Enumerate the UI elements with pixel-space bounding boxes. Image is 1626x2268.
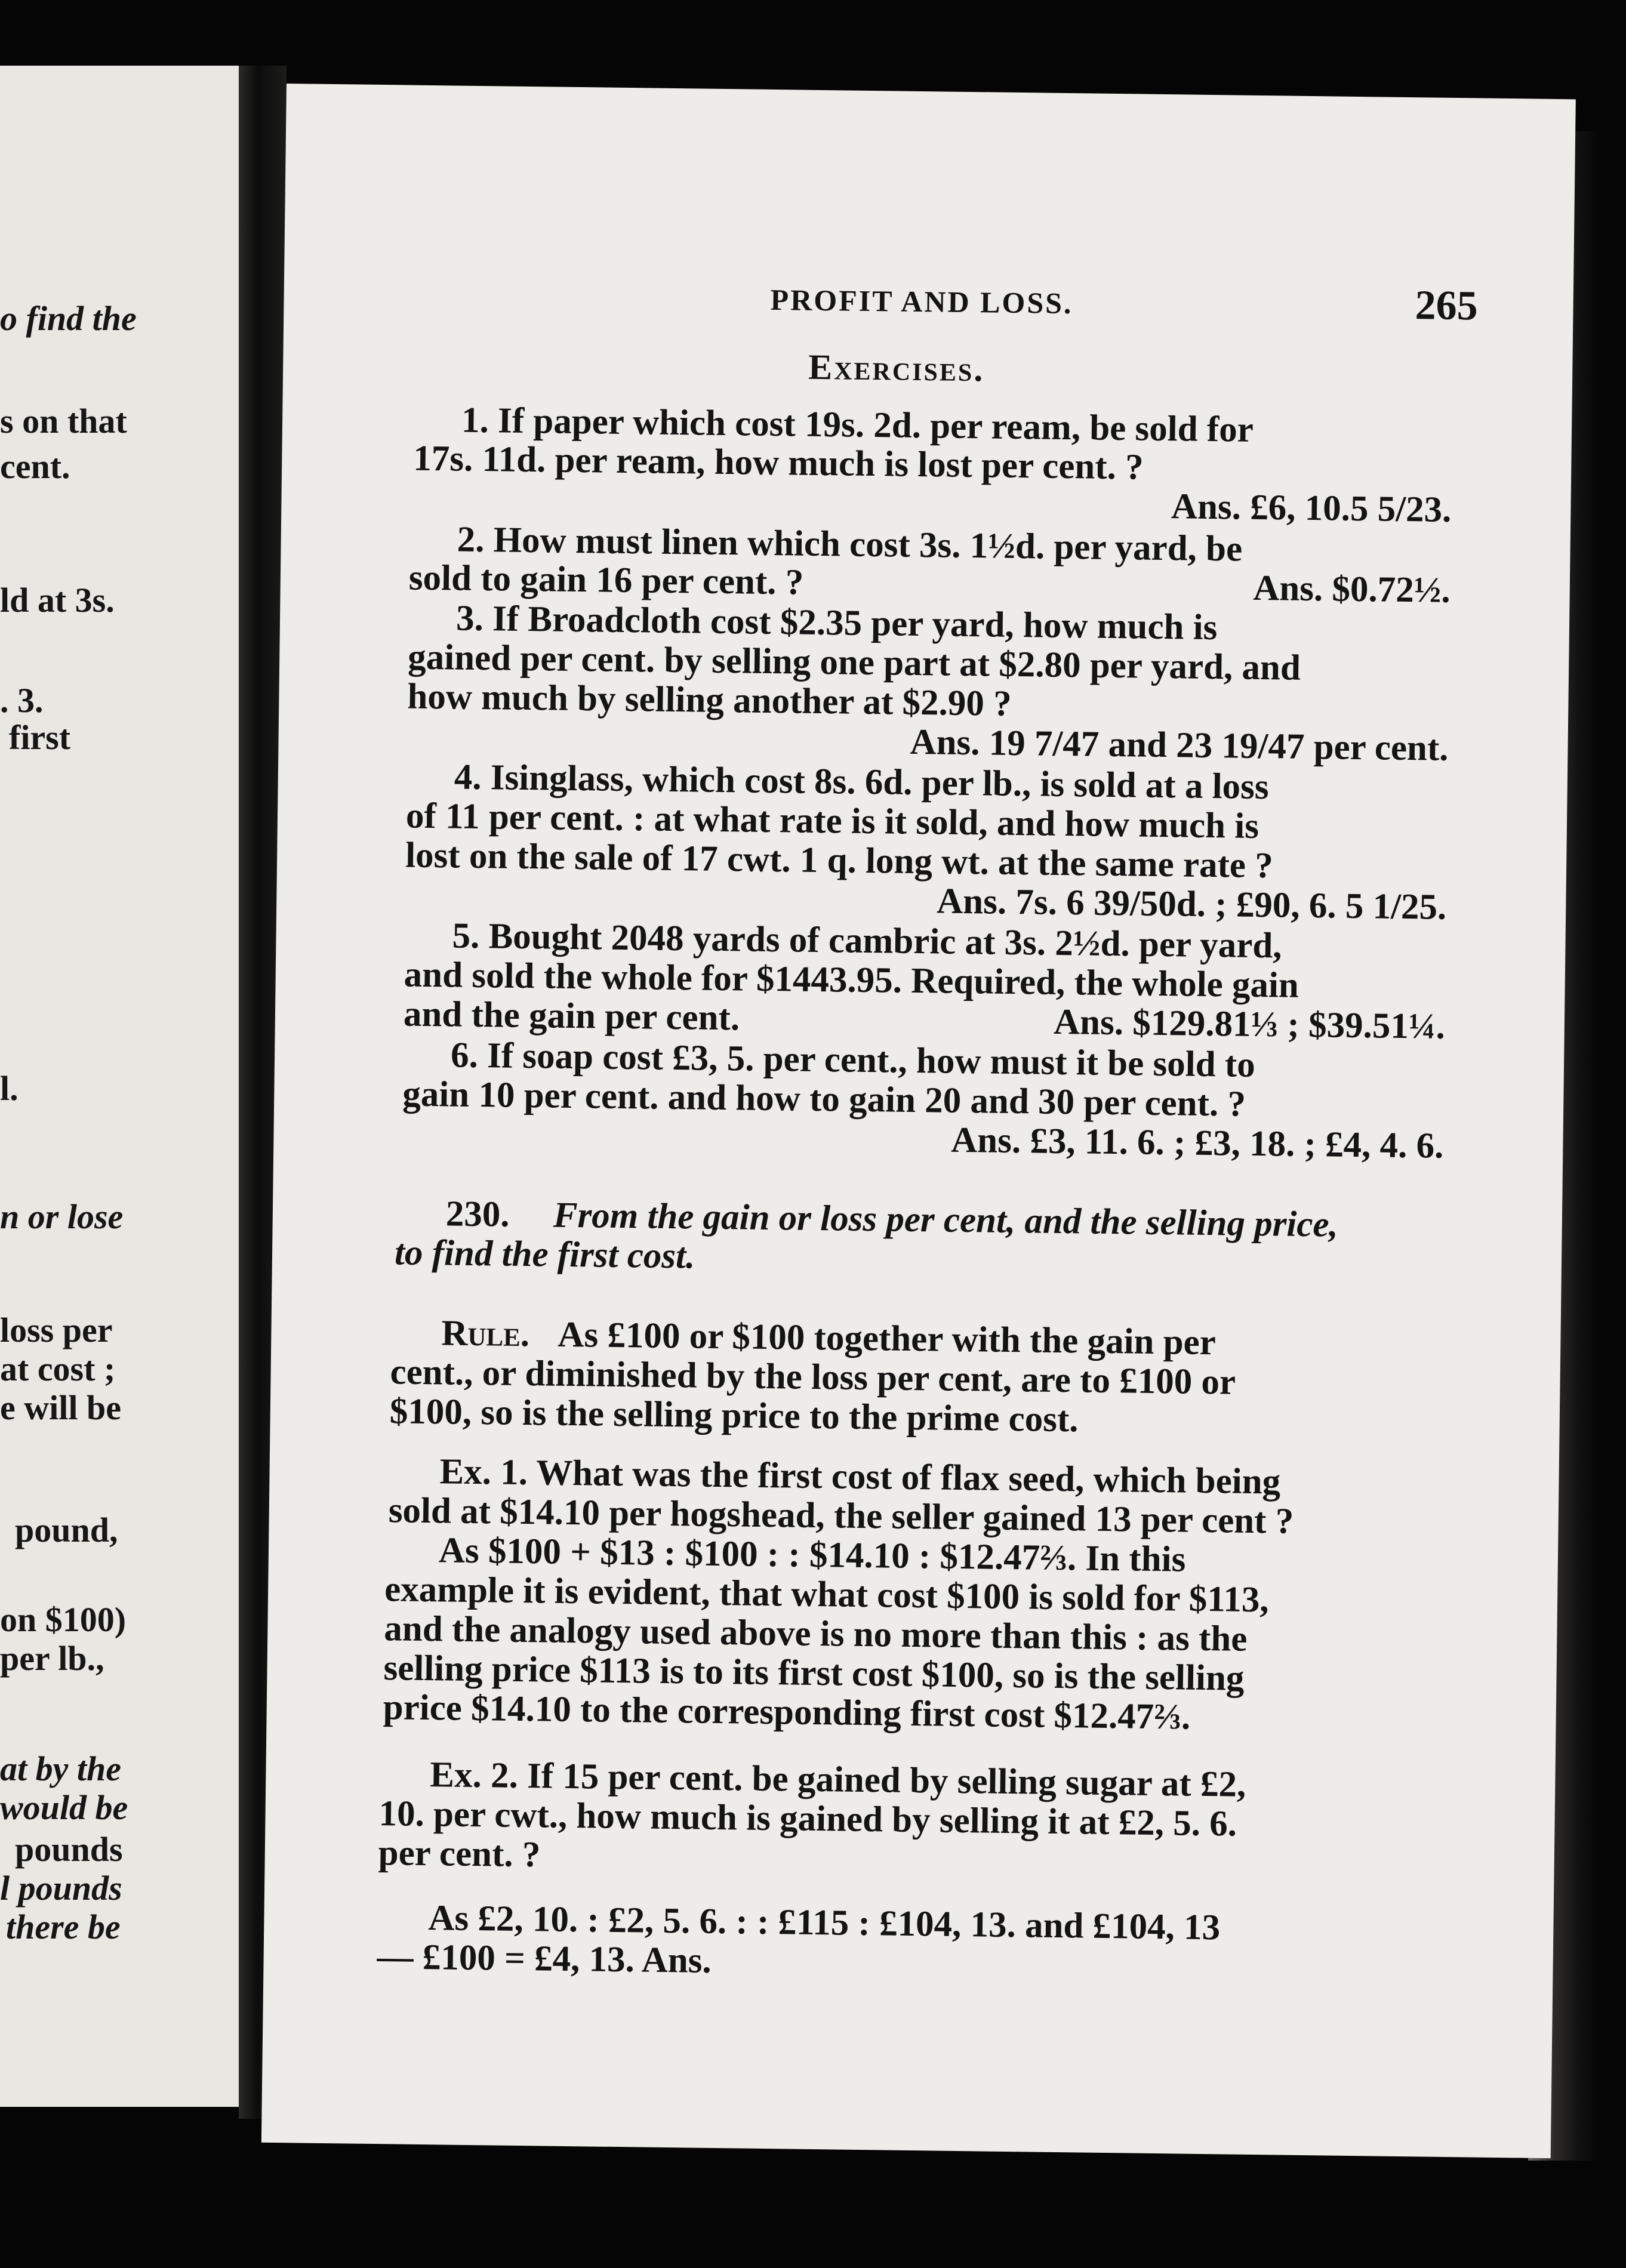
answer-line: Ans. 19 7/47 and 23 19/47 per cent.	[910, 722, 1449, 769]
left-page-fragment: at by the	[0, 1749, 121, 1788]
left-page-fragment: l.	[0, 1069, 19, 1108]
text-line: $100, so is the selling price to the prime cost.	[389, 1391, 1079, 1440]
text-line: gain 10 per cent. and how to gain 20 and 30 per cent. ?	[402, 1074, 1246, 1124]
page-header	[284, 272, 1479, 340]
text-line: 1. If paper which cost 19s. 2d. per ream, be sold for	[461, 400, 1254, 450]
left-page-fragment: there be	[6, 1908, 121, 1946]
section-heading: to find the first cost.	[394, 1232, 695, 1277]
text-line: cent., or diminished by the loss per cent, are to £100 or	[390, 1352, 1236, 1403]
answer-line: Ans. $0.72½.	[1252, 568, 1451, 611]
left-page-fragment: l pounds	[0, 1869, 122, 1908]
text-line: 10. per cwt., how much is gained by selling it at £2, 5. 6.	[378, 1794, 1237, 1844]
left-page-fragment: first	[9, 718, 71, 757]
section-number: 230.	[445, 1194, 510, 1235]
text-line: and sold the whole for $1443.95. Required, the whole gain	[404, 954, 1299, 1006]
section-heading: From the gain or loss per cent, and the selling price,	[553, 1195, 1339, 1245]
answer-line: Ans. £3, 11. 6. ; £3, 18. ; £4, 4. 6.	[950, 1120, 1444, 1166]
left-page-fragment: pounds	[15, 1830, 123, 1869]
text-line: As $100 + $13 : $100 : : $14.10 : $12.47⅔. In this	[438, 1530, 1186, 1580]
text-line: As £2, 10. : £2, 5. 6. : : £115 : £104, 13. and £104, 13	[428, 1898, 1221, 1948]
text-line: gained per cent. by selling one part at $2.80 per yard, and	[407, 637, 1301, 688]
text-line: selling price $113 is to its first cost $100, so is the selling	[383, 1648, 1245, 1699]
answer-line: Ans. 7s. 6 39/50d. ; £90, 6. 5 1/25.	[936, 881, 1447, 927]
answer-line: Ans. £6, 10.5 5/23.	[1171, 486, 1452, 530]
left-page-fragment: . 3.	[0, 681, 44, 720]
text-line: per cent. ?	[378, 1833, 541, 1875]
text-line: Ex. 1. What was the first cost of flax seed, which being	[439, 1452, 1281, 1502]
text-line: and the gain per cent.	[403, 994, 740, 1039]
left-page-fragment: o find the	[0, 299, 137, 338]
text-line: As £100 or $100 together with the gain per	[558, 1314, 1217, 1363]
left-page-fragment: at cost ;	[0, 1349, 116, 1388]
left-page-fragment: per lb.,	[0, 1639, 104, 1678]
text-line: lost on the sale of 17 cwt. 1 q. long wt. at the same rate ?	[405, 835, 1274, 886]
answer-line: Ans. $129.81⅓ ; $39.51¼.	[1053, 1002, 1446, 1047]
text-line: sold to gain 16 per cent. ?	[408, 557, 804, 603]
left-page-fragment: on $100)	[0, 1600, 127, 1639]
left-page-fragment: e will be	[0, 1388, 121, 1427]
text-line: price $14.10 to the corresponding first cost $12.47⅔.	[383, 1687, 1191, 1737]
text-line: 2. How must linen which cost 3s. 1½d. per yard, be	[457, 519, 1243, 569]
text-line: of 11 per cent. : at what rate is it sold, and how much is	[405, 796, 1259, 846]
text-line: and the analogy used above is no more than this : as the	[383, 1608, 1248, 1659]
text-line: — £100 = £4, 13. Ans.	[377, 1937, 712, 1981]
left-page-fragment: cent.	[0, 447, 70, 486]
page-number: 265	[1415, 282, 1479, 329]
text-line: 5. Bought 2048 yards of cambric at 3s. 2½d. per yard,	[452, 916, 1282, 966]
text-line: how much by selling another at $2.90 ?	[407, 676, 1012, 724]
text-line: 6. If soap cost £3, 5. per cent., how must it be sold to	[450, 1035, 1256, 1085]
text-line: 17s. 11d. per ream, how much is lost per cent. ?	[412, 438, 1144, 488]
left-page	[0, 66, 240, 2107]
text-line: sold at $14.10 per hogshead, the seller gained 13 per cent ?	[388, 1490, 1294, 1542]
right-page	[261, 84, 1576, 2158]
left-page-fragment: n or lose	[0, 1197, 124, 1236]
text-line: Ex. 2. If 15 per cent. be gained by selling sugar at £2,	[429, 1755, 1246, 1805]
left-page-fragment: s on that	[0, 402, 127, 440]
rule-label: Rule.	[441, 1313, 530, 1355]
left-page-fragment: would be	[0, 1788, 128, 1827]
left-page-fragment: loss per	[0, 1311, 113, 1349]
text-line: 4. Isinglass, which cost 8s. 6d. per lb., is sold at a loss	[454, 757, 1270, 808]
running-head: PROFIT AND LOSS.	[770, 282, 1073, 321]
section-title: Exercises.	[808, 347, 985, 389]
left-page-fragment: ld at 3s.	[0, 581, 115, 620]
text-line: example it is evident, that what cost $100 is sold for $113,	[384, 1569, 1269, 1620]
text-line: 3. If Broadcloth cost $2.35 per yard, how much is	[455, 598, 1218, 648]
left-page-fragment: pound,	[15, 1511, 118, 1549]
